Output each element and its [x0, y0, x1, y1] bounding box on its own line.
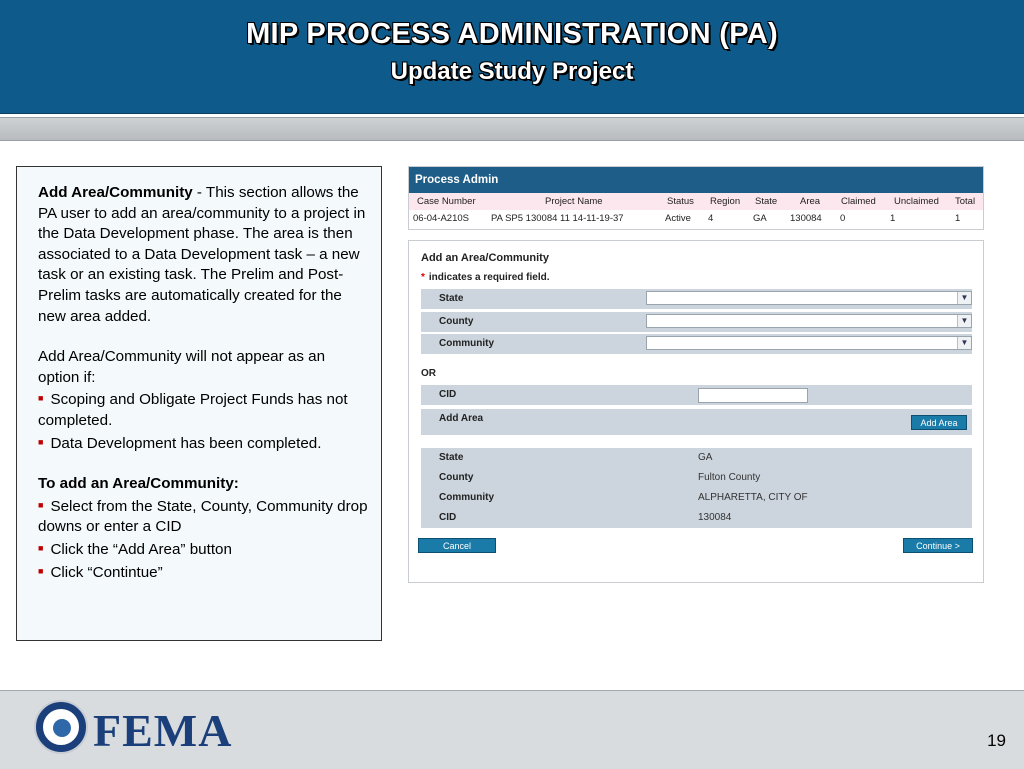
step-item: ■ Select from the State, County, Community drop downs or enter a CID [38, 495, 368, 538]
chevron-down-icon[interactable]: ▼ [957, 315, 971, 327]
col-project-name: Project Name [545, 196, 603, 207]
cell-case-number: 06-04-A210S [413, 213, 469, 224]
cancel-button[interactable]: Cancel [418, 538, 496, 553]
slide-header [0, 0, 1024, 114]
cell-region: 4 [708, 213, 714, 224]
intro-heading: Add Area/Community [38, 184, 193, 201]
add-area-row [421, 409, 972, 435]
add-area-button[interactable]: Add Area [911, 415, 967, 430]
slide-title: MIP PROCESS ADMINISTRATION (PA) [246, 18, 778, 50]
cell-state: GA [753, 213, 767, 224]
continue-button[interactable]: Continue > [903, 538, 973, 553]
fema-logo: FEMA [93, 705, 233, 756]
header-divider [0, 117, 1024, 141]
col-region: Region [710, 196, 741, 207]
community-label: Community [439, 338, 494, 349]
cid-row [421, 385, 972, 405]
state-label: State [439, 293, 464, 304]
selected-cid-row [421, 508, 972, 528]
cell-unclaimed: 1 [890, 213, 896, 224]
page-number: 19 [987, 731, 1006, 750]
cell-claimed: 0 [840, 213, 846, 224]
col-area: Area [800, 196, 821, 207]
county-row [421, 312, 972, 332]
selected-state-label: State [439, 452, 464, 463]
condition-item: ■ Scoping and Obligate Project Funds has not completed. [38, 388, 368, 431]
intro-paragraph [38, 183, 368, 327]
process-admin-panel [408, 166, 984, 230]
community-row [421, 334, 972, 354]
description-box [16, 166, 382, 641]
county-label: County [439, 316, 474, 327]
county-select[interactable] [646, 314, 972, 328]
selected-community-label: Community [439, 492, 494, 503]
process-admin-row[interactable] [409, 210, 983, 229]
intro-text: - This section allows the PA user to add an area/community to a project in the Data Development phase. The area is then associated to a Data Development task – a new task or an existing task. The Prelim and Post-Prelim tasks are automatically created for the new area added. [38, 184, 366, 325]
selected-state-value: GA [698, 452, 713, 463]
selected-community-row [421, 488, 972, 508]
state-row [421, 289, 972, 309]
required-note: * indicates a required field. [421, 272, 550, 283]
or-label: OR [421, 368, 436, 379]
cid-label: CID [439, 389, 457, 400]
selected-community-value: ALPHARETTA, CITY OF [698, 492, 808, 503]
cell-status: Active [665, 213, 691, 224]
col-claimed: Claimed [841, 196, 876, 207]
process-admin-title: Process Admin [409, 167, 983, 193]
add-area-label: Add Area [439, 413, 484, 424]
not-appear-text: Add Area/Community will not appear as an option if: [38, 348, 326, 386]
cell-area: 130084 [790, 213, 822, 224]
selected-cid-label: CID [439, 512, 457, 523]
required-star: * [421, 272, 425, 283]
add-area-title: Add an Area/Community [421, 252, 549, 264]
cell-total: 1 [955, 213, 961, 224]
col-total: Total [955, 196, 976, 207]
step-item: ■ Click the “Add Area” button [38, 538, 368, 561]
cid-input[interactable] [698, 388, 808, 403]
state-select[interactable] [646, 291, 972, 305]
cell-project-name: PA SP5 130084 11 14-11-19-37 [491, 213, 624, 224]
process-admin-header-row [409, 193, 983, 210]
col-case-number: Case Number [417, 196, 476, 207]
condition-item: ■ Data Development has been completed. [38, 432, 368, 455]
community-select[interactable] [646, 336, 972, 350]
dhs-seal-icon [34, 700, 88, 754]
selected-state-row [421, 448, 972, 468]
col-status: Status [667, 196, 694, 207]
add-area-panel [408, 240, 984, 583]
chevron-down-icon[interactable]: ▼ [957, 292, 971, 304]
selected-county-row [421, 468, 972, 488]
col-unclaimed: Unclaimed [894, 196, 939, 207]
selected-county-value: Fulton County [698, 472, 761, 483]
col-state: State [755, 196, 778, 207]
selected-cid-value: 130084 [698, 512, 732, 523]
step-item: ■ Click “Contintue” [38, 561, 368, 584]
chevron-down-icon[interactable]: ▼ [957, 337, 971, 349]
slide-subtitle: Update Study Project [390, 58, 634, 85]
how-to-heading: To add an Area/Community: [38, 475, 239, 493]
selected-county-label: County [439, 472, 474, 483]
